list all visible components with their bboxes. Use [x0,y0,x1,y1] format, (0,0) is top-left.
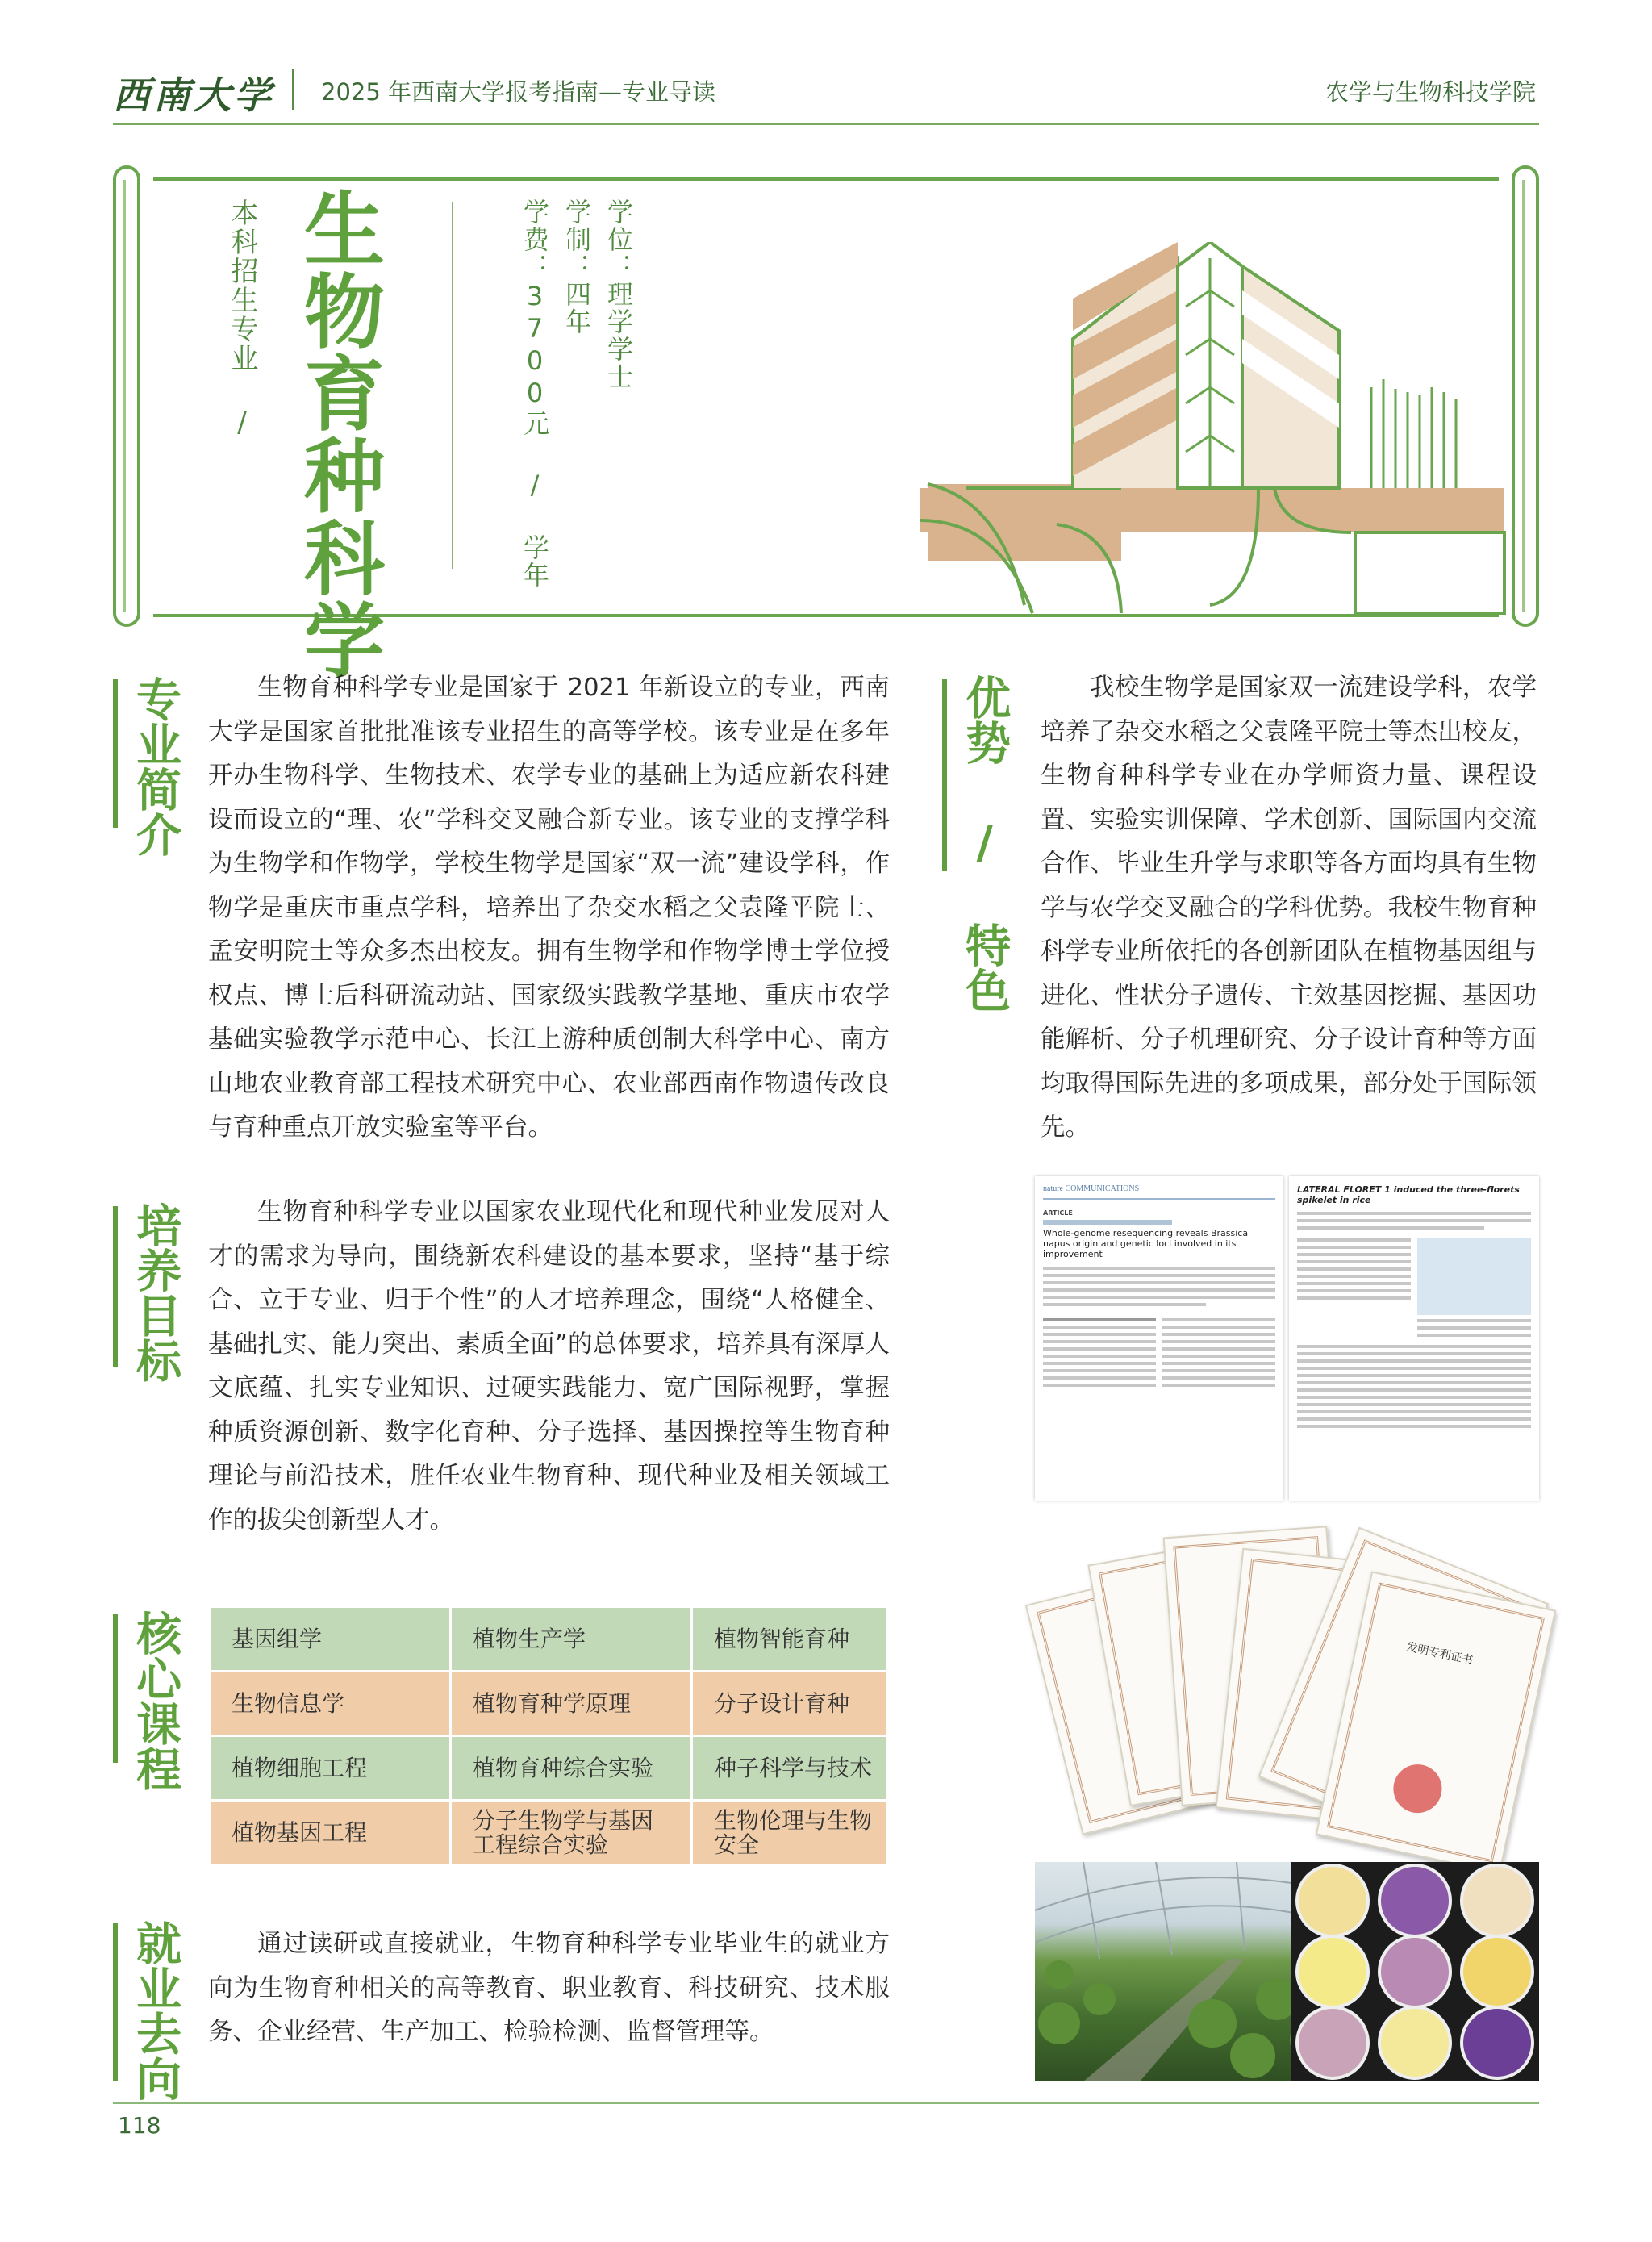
scroll-rod-right [1512,165,1539,627]
intro-paragraph [208,666,890,1150]
banner-subtitle: 本科招生专业 / [226,198,258,440]
course-cell: 基因组学 [211,1608,449,1670]
course-cell: 植物育种综合实验 [452,1737,690,1799]
degree-info: 学位：理学学士 [603,198,634,390]
course-cell: 分子生物学与基因工程综合实验 [452,1802,690,1864]
career-paragraph [208,1923,890,2055]
college-name: 农学与生物科技学院 [1325,78,1536,106]
article-label: ARTICLE [1043,1209,1073,1217]
core-courses-table [208,1605,889,1866]
course-cell: 植物生产学 [452,1608,690,1670]
footer-rule [113,2102,1539,2104]
course-cell: 植物基因工程 [211,1802,449,1864]
courses-heading-bar [113,1614,118,1763]
courses-heading: 核心课程 [129,1610,182,1791]
duration-info: 学制：四年 [561,198,592,336]
university-logo: 西南大学 [113,73,274,117]
advantage-heading: 优势 / 特色 [958,674,1012,1012]
course-cell: 植物智能育种 [693,1608,886,1670]
tuition-info: 学费：3700元 / 学年 [519,198,550,589]
advantage-heading-bar [942,679,947,871]
career-text: 通过读研或直接就业，生物育种科学专业毕业生的就业方向为生物育种相关的高等教育、职业教育、科技研究、技术服务、企业经营、生产加工、检验检测、监督管理等。 [208,1930,890,2046]
patent-certificates-figure [1035,1523,1539,1870]
course-cell: 植物育种学原理 [452,1672,690,1735]
career-heading-bar [113,1923,118,2081]
goal-heading-bar [113,1206,118,1367]
journal-name: nature COMMUNICATIONS [1043,1184,1140,1193]
intro-text: 生物育种科学专业是国家于 2021 年新设立的专业，西南大学是国家首批批准该专业招生的高等学校。该专业是在多年开办生物科学、生物技术、农学专业的基础上为适应新农科建设而设立的“理、农”学科交叉融合新专业。该专业的支撑学科为生物学和作物学，学校生物学是国家“双一流”建设学科，作物学是重庆市重点学科，培养出了杂交水稻之父袁隆平院士、孟安明院士等众多杰出校友。拥有生物学和作物学博士学位授权点、博士后科研流动站、国家级实践教学基地、重庆市农学基础实验教学示范中心、长江上游种质创制大科学中心、南方山地农业教育部工程技术研究中心、农业部西南作物遗传改良与育种重点开放实验室等平台。 [208,674,890,1142]
header-divider [292,69,294,110]
paper1-title: Whole-genome resequencing reveals Brassica napus origin and genetic loci involved in its improvement [1043,1228,1249,1260]
intro-heading-bar [113,679,118,828]
potato-slices-photo [1291,1862,1539,2081]
course-cell: 种子科学与技术 [693,1737,886,1799]
header-rule [113,123,1539,125]
course-row [211,1672,886,1735]
course-row [211,1737,886,1799]
goal-paragraph [208,1191,890,1543]
major-title: 生物育种科学 [290,187,385,681]
banner-divider [452,202,453,569]
goal-text: 生物育种科学专业以国家农业现代化和现代种业发展对人才的需求为导向，围绕新农科建设的基本要求，坚持“基于综合、立于专业、归于个性”的人才培养理念，围绕“人格健全、基础扎实、能力突出、素质全面”的总体要求，培养具有深厚人文底蕴、扎实专业知识、过硬实践能力、宽广国际视野，掌握种质资源创新、数字化育种、分子选择、基因操控等生物育种理论与前沿技术，胜任农业生物育种、现代种业及相关领域工作的拔尖创新型人才。 [208,1198,890,1534]
course-cell: 植物细胞工程 [211,1737,449,1799]
course-cell: 生物伦理与生物安全 [693,1802,886,1864]
goal-heading: 培养目标 [129,1202,182,1383]
guide-title: 2025 年西南大学报考指南—专业导读 [321,78,716,106]
course-row [211,1608,886,1670]
intro-heading: 专业简介 [129,676,182,857]
potato-plates [1291,1862,1539,2081]
wheat-building-graphic [920,242,1508,617]
advantage-paragraph [1041,666,1537,1150]
paper2-title: LATERAL FLORET 1 induced the three-florets spikelet in rice [1297,1184,1520,1206]
course-cell: 分子设计育种 [693,1672,886,1735]
career-heading: 就业去向 [129,1920,182,2101]
paper-figure-2 [1289,1176,1539,1501]
course-cell: 生物信息学 [211,1672,449,1735]
advantage-text: 我校生物学是国家双一流建设学科，农学培养了杂交水稻之父袁隆平院士等杰出校友，生物育种科学专业在办学师资力量、课程设置、实验实训保障、学术创新、国际国内交流合作、毕业生升学与求职等各方面均具有生物学与农学交叉融合的学科优势。我校生物育种科学专业所依托的各创新团队在植物基因组与进化、性状分子遗传、主效基因挖掘、基因功能解析、分子机理研究、分子设计育种等方面均取得国际先进的多项成果，部分处于国际领先。 [1041,674,1537,1142]
course-row [211,1802,886,1864]
page-number: 118 [118,2112,161,2139]
paper-figure-1 [1035,1176,1283,1501]
certificate-title: 发明专利证书 [1405,1640,1475,1668]
scroll-rod-left [113,165,140,627]
